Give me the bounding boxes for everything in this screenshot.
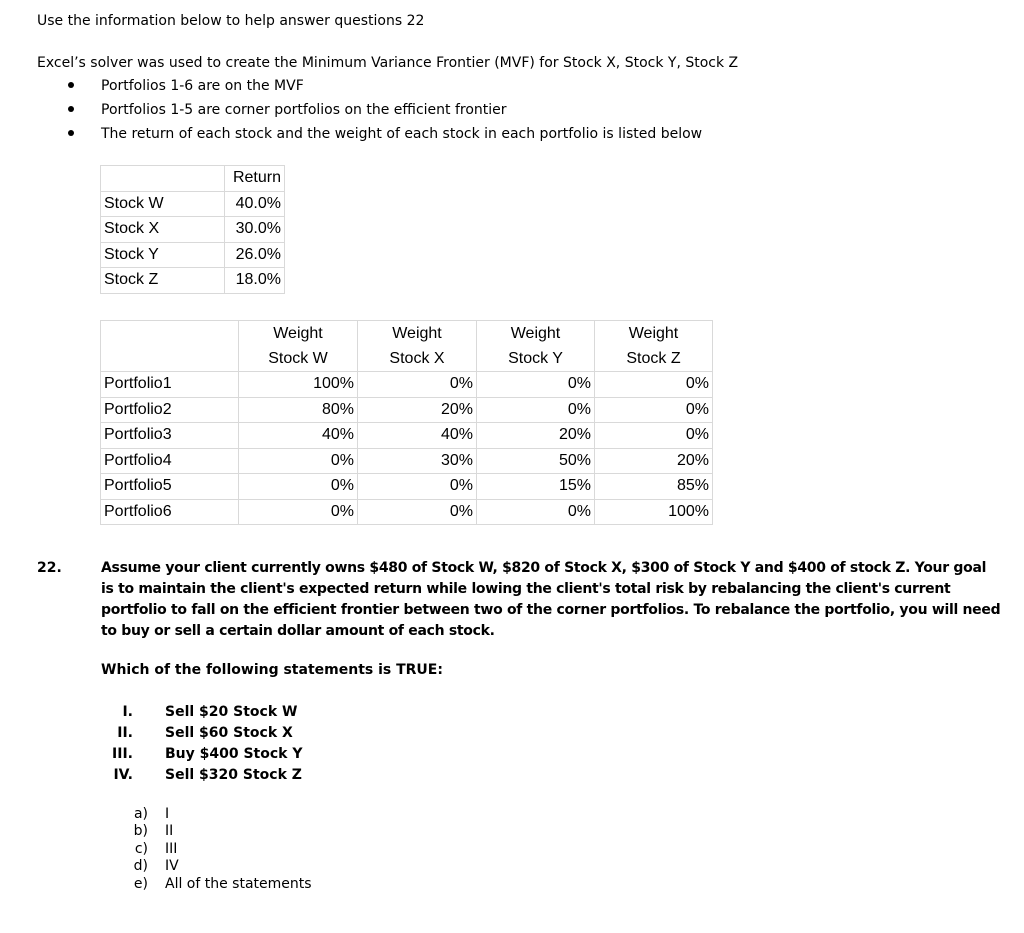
weight-cell: 0%: [477, 397, 595, 423]
stock-name: Stock Y: [101, 242, 225, 268]
portfolio-name: Portfolio5: [101, 474, 239, 500]
weight-cell: 100%: [595, 499, 713, 525]
question-prompt: Which of the following statements is TRUE:: [101, 662, 443, 678]
table-row: [101, 397, 713, 423]
option-text: III: [165, 841, 178, 857]
table-row: [101, 166, 285, 192]
portfolio-name: Portfolio1: [101, 372, 239, 398]
statement-text: Sell $60 Stock X: [165, 725, 293, 741]
table-row: [101, 191, 285, 217]
weight-cell: 0%: [358, 372, 477, 398]
stock-name: Stock W: [101, 191, 225, 217]
table-row: [101, 372, 713, 398]
weight-cell: 0%: [477, 499, 595, 525]
weight-cell: 0%: [595, 423, 713, 449]
option-text: II: [165, 823, 174, 839]
weight-header: Weight: [595, 321, 713, 347]
weight-cell: 20%: [477, 423, 595, 449]
option-text: I: [165, 806, 170, 822]
statement-number: II.: [117, 725, 133, 741]
stock-return: 18.0%: [225, 268, 285, 294]
table-header-row: [101, 346, 713, 372]
intro-line: Use the information below to help answer questions 22: [37, 13, 425, 29]
statement-number: IV.: [113, 767, 133, 783]
weights-table: [100, 320, 713, 525]
stock-header: Stock X: [358, 346, 477, 372]
bullet-item: The return of each stock and the weight of each stock in each portfolio is listed below: [101, 126, 703, 142]
weight-cell: 0%: [239, 448, 358, 474]
weight-cell: 0%: [358, 499, 477, 525]
weight-cell: 15%: [477, 474, 595, 500]
weight-cell: 50%: [477, 448, 595, 474]
option-text: IV: [165, 858, 179, 874]
weight-cell: 30%: [358, 448, 477, 474]
weight-cell: 20%: [358, 397, 477, 423]
table-row: [101, 217, 285, 243]
statement-number: I.: [122, 704, 133, 720]
weight-cell: 80%: [239, 397, 358, 423]
option-letter: e): [133, 876, 148, 892]
stock-header: Stock Z: [595, 346, 713, 372]
table-row: [101, 448, 713, 474]
weight-cell: 40%: [358, 423, 477, 449]
bullet-dot: [68, 130, 74, 136]
table-row: [101, 499, 713, 525]
portfolio-name: Portfolio6: [101, 499, 239, 525]
table-row: [101, 242, 285, 268]
table-header-row: [101, 321, 713, 347]
stock-header: Stock Y: [477, 346, 595, 372]
weight-header: Weight: [239, 321, 358, 347]
statement-number: III.: [112, 746, 133, 762]
statement-text: Sell $320 Stock Z: [165, 767, 302, 783]
stock-header: Stock W: [239, 346, 358, 372]
table-row: [101, 423, 713, 449]
question-number: 22.: [37, 560, 62, 576]
option-letter: d): [133, 858, 148, 874]
stock-return: 30.0%: [225, 217, 285, 243]
statement-text: Sell $20 Stock W: [165, 704, 298, 720]
option-letter: b): [133, 823, 148, 839]
bullet-dot: [68, 82, 74, 88]
weight-cell: 0%: [358, 474, 477, 500]
weight-cell: 20%: [595, 448, 713, 474]
weight-cell: 85%: [595, 474, 713, 500]
weight-cell: 0%: [239, 474, 358, 500]
question-text: Assume your client currently owns $480 of Stock W, $820 of Stock X, $300 of Stock Y and $400 of stock Z. Your goal is to maintain the client's expected return while lowing the client's total risk by rebalancing the client's current portfolio to fall on the efficient frontier between two of the corner portfolios. To rebalance the portfolio, you will need to buy or sell a certain dollar amount of each stock.: [101, 560, 1001, 639]
option-letter: c): [134, 841, 148, 857]
weight-cell: 0%: [239, 499, 358, 525]
stock-name: Stock Z: [101, 268, 225, 294]
weight-cell: 0%: [477, 372, 595, 398]
portfolio-name: Portfolio4: [101, 448, 239, 474]
option-text: All of the statements: [165, 876, 312, 892]
table-row: [101, 474, 713, 500]
bullet-item: Portfolios 1-5 are corner portfolios on the efficient frontier: [101, 102, 507, 118]
stock-return: 26.0%: [225, 242, 285, 268]
intro-description: Excel’s solver was used to create the Minimum Variance Frontier (MVF) for Stock X, Stock Y, Stock Z: [37, 55, 739, 71]
bullet-dot: [68, 106, 74, 112]
option-letter: a): [133, 806, 148, 822]
weight-cell: 0%: [595, 372, 713, 398]
weight-header: Weight: [477, 321, 595, 347]
returns-table: [100, 165, 285, 294]
weight-cell: 40%: [239, 423, 358, 449]
weight-cell: 0%: [595, 397, 713, 423]
weight-cell: 100%: [239, 372, 358, 398]
portfolio-name: Portfolio2: [101, 397, 239, 423]
stock-return: 40.0%: [225, 191, 285, 217]
weight-header: Weight: [358, 321, 477, 347]
return-header: Return: [225, 166, 285, 192]
stock-name: Stock X: [101, 217, 225, 243]
statement-text: Buy $400 Stock Y: [165, 746, 303, 762]
portfolio-name: Portfolio3: [101, 423, 239, 449]
table-row: [101, 268, 285, 294]
bullet-item: Portfolios 1-6 are on the MVF: [101, 78, 304, 94]
